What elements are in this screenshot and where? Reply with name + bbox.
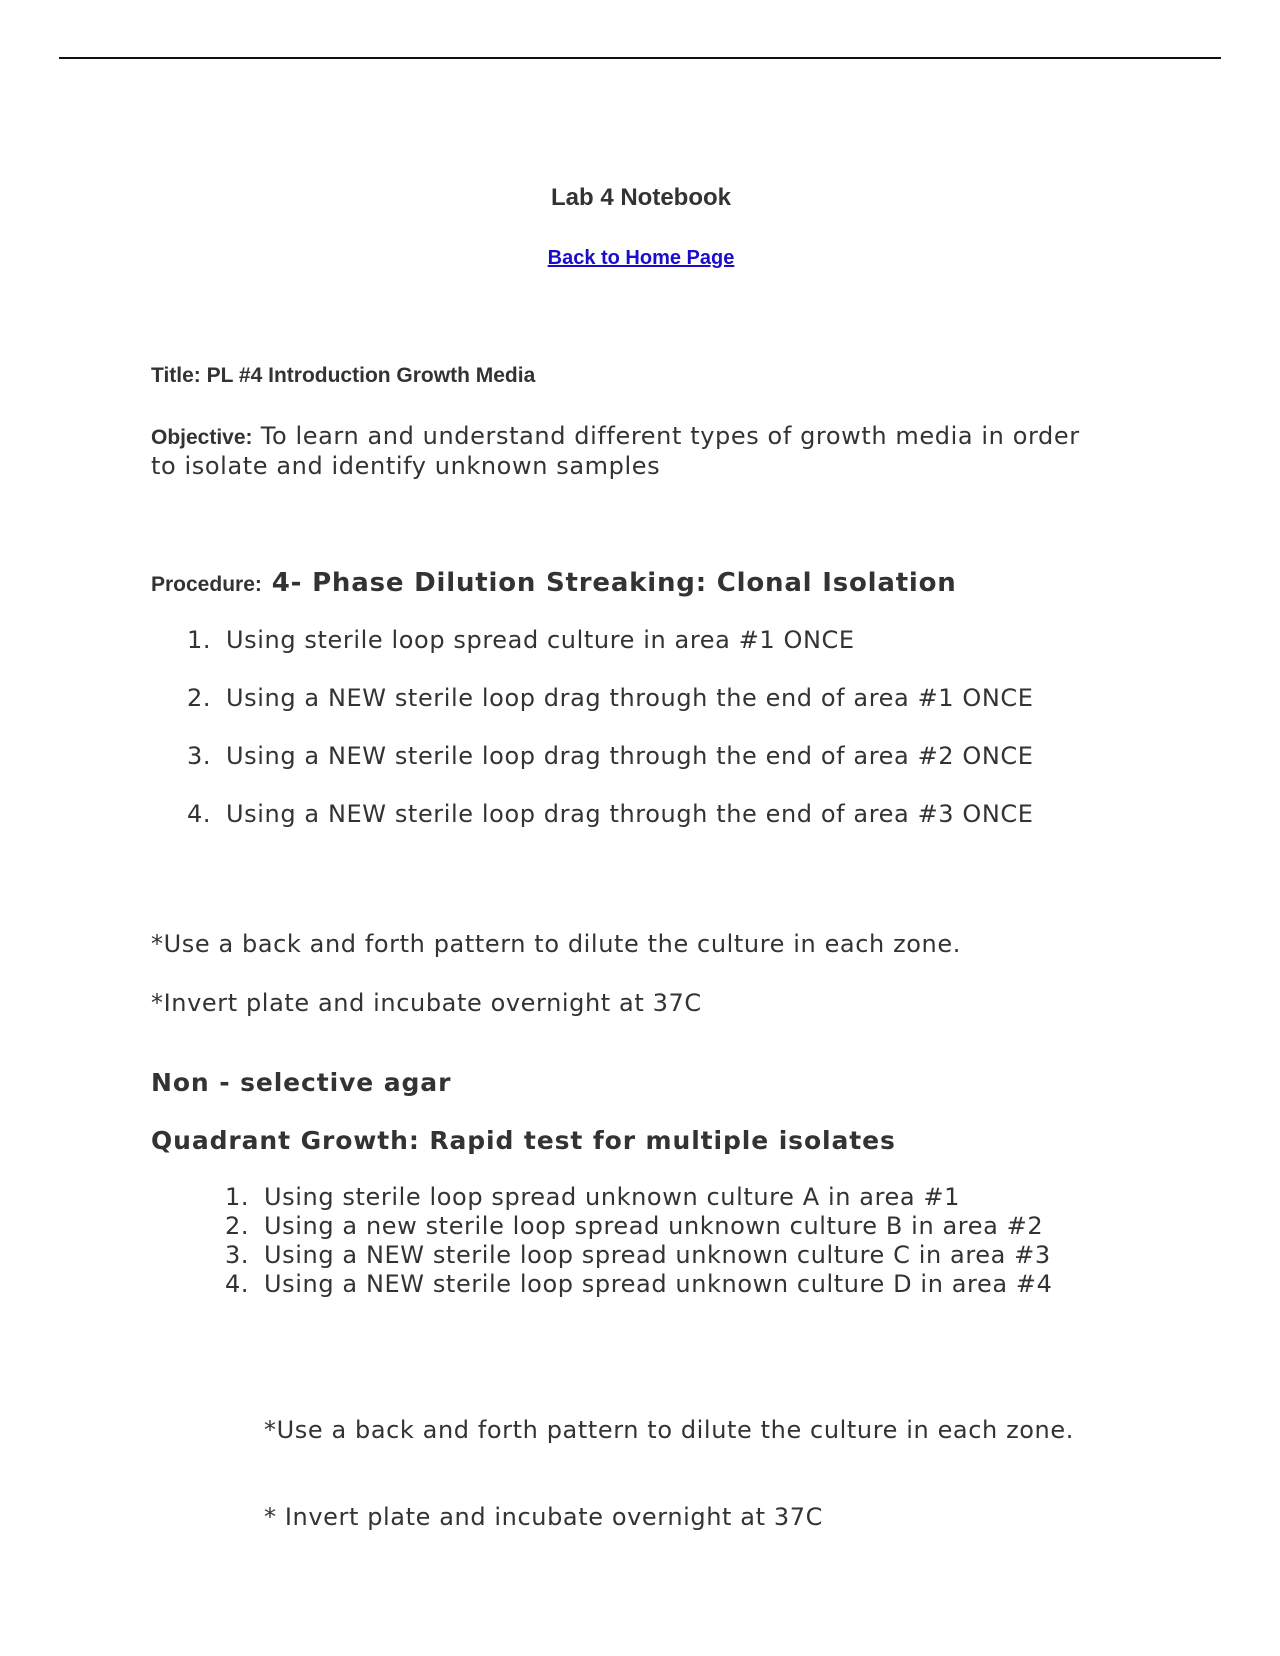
step-number: 2. xyxy=(187,684,212,712)
list-item xyxy=(225,1183,1105,1212)
step-text: Using a NEW sterile loop drag through the end of area #1 ONCE xyxy=(226,684,1034,712)
procedure-title: 4- Phase Dilution Streaking: Clonal Isolation xyxy=(271,568,957,598)
step-text: Using a NEW sterile loop spread unknown culture D in area #4 xyxy=(264,1270,1053,1298)
step-text: Using a NEW sterile loop spread unknown culture C in area #3 xyxy=(264,1241,1051,1269)
quadrant-growth-heading: Quadrant Growth: Rapid test for multiple isolates xyxy=(151,1126,896,1155)
step-number: 1. xyxy=(225,1183,250,1211)
step-text: Using sterile loop spread culture in area #1 ONCE xyxy=(226,626,855,654)
step-text: Using a NEW sterile loop drag through the end of area #2 ONCE xyxy=(226,742,1034,770)
step-text: Using a new sterile loop spread unknown culture B in area #2 xyxy=(264,1212,1044,1240)
lab-title xyxy=(151,364,535,388)
home-link-container xyxy=(151,247,1131,270)
list-item xyxy=(225,1212,1105,1241)
procedure-label: Procedure: xyxy=(151,573,262,596)
title-label: Title: xyxy=(151,364,201,387)
dilution-note-incubate: *Invert plate and incubate overnight at 37C xyxy=(151,989,702,1017)
list-item xyxy=(187,684,1087,713)
objective-label: Objective: xyxy=(151,426,253,449)
page-title: Lab 4 Notebook xyxy=(550,184,731,211)
step-text: Using sterile loop spread unknown culture A in area #1 xyxy=(264,1183,960,1211)
dilution-steps-list xyxy=(187,626,1087,858)
list-item xyxy=(225,1241,1105,1270)
non-selective-agar-heading: Non - selective agar xyxy=(151,1068,452,1097)
step-text: Using a NEW sterile loop drag through the end of area #3 ONCE xyxy=(226,800,1034,828)
quadrant-note-pattern: *Use a back and forth pattern to dilute the culture in each zone. xyxy=(264,1416,1074,1444)
list-item xyxy=(225,1270,1105,1299)
back-to-home-link[interactable]: Back to Home Page xyxy=(547,247,735,269)
dilution-note-pattern: *Use a back and forth pattern to dilute the culture in each zone. xyxy=(151,930,961,958)
objective-text: To learn and understand different types of growth media in order to isolate and identify unknown samples xyxy=(151,422,1080,480)
title-value: PL #4 Introduction Growth Media xyxy=(206,364,536,387)
list-item xyxy=(187,800,1087,829)
step-number: 3. xyxy=(187,742,212,770)
quadrant-note-incubate: * Invert plate and incubate overnight at 37C xyxy=(264,1503,823,1531)
objective xyxy=(151,422,1111,481)
step-number: 4. xyxy=(225,1270,250,1298)
step-number: 3. xyxy=(225,1241,250,1269)
list-item xyxy=(187,626,1087,655)
list-item xyxy=(187,742,1087,771)
step-number: 2. xyxy=(225,1212,250,1240)
quadrant-steps-list xyxy=(225,1183,1105,1299)
procedure-heading xyxy=(151,568,957,598)
step-number: 1. xyxy=(187,626,212,654)
step-number: 4. xyxy=(187,800,212,828)
header-rule xyxy=(59,57,1221,59)
